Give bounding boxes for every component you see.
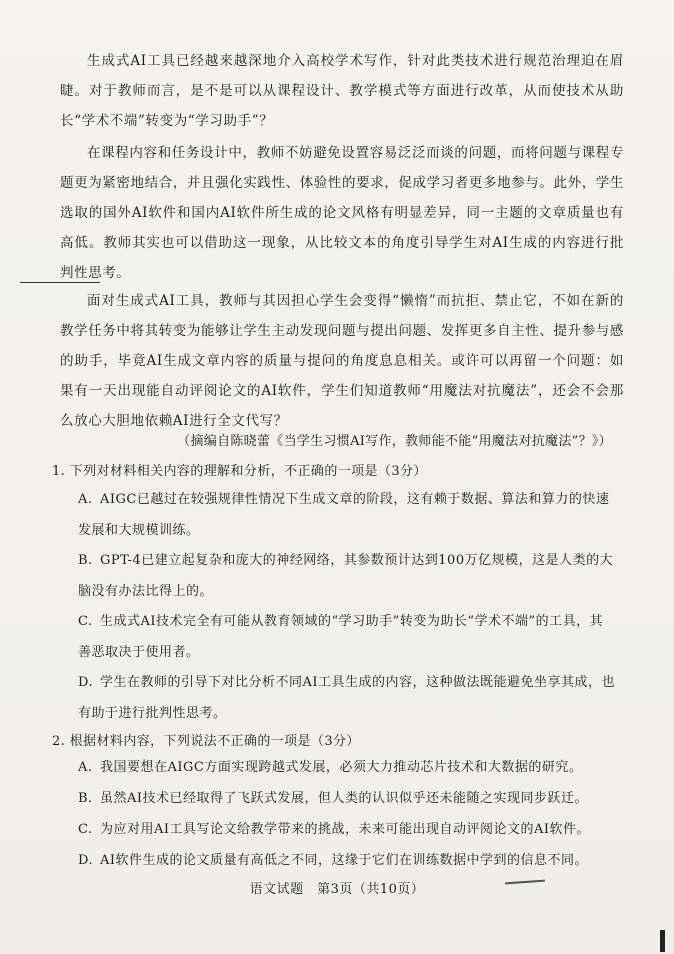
option-letter: A. [78, 492, 93, 507]
question-2-option-d [78, 845, 616, 876]
option-text: AI软件生成的论文质量有高低之不同，这缘于它们在训练数据中学到的信息不同。 [100, 853, 589, 868]
question-2-option-b [78, 783, 616, 814]
option-text: 为应对用AI工具写论文给教学带来的挑战，未来可能出现自动评阅论文的AI软件。 [100, 822, 591, 837]
passage-paragraph-2: 在课程内容和任务设计中，教师不妨避免设置容易泛泛而谈的问题，而将问题与课程专题更为紧密地结合，并且强化实践性、体验性的要求，促成学习者更多地参与。此外，学生选取的国外AI软件和国内AI软件所生成的论文风格有明显差异，同一主题的文章质量也有高低。教师其实也可以借助这一现象，从比较文本的角度引导学生对AI生成的内容进行批判性思考。 [60, 145, 624, 281]
option-letter: C. [78, 822, 93, 837]
option-text: 学生在教师的引导下对比分析不同AI工具生成的内容，这种做法既能避免坐享其成，也有助于进行批判性思考。 [78, 675, 616, 721]
source-citation: （摘编自陈晓蕾《当学生习惯AI写作，教师能不能“用魔法对抗魔法”？》） [177, 434, 612, 449]
passage-paragraph-1: 生成式AI工具已经越来越深地介入高校学术写作，针对此类技术进行规范治理迫在眉睫。对于教师而言，是不是可以从课程设计、教学模式等方面进行改革，从而使技术从助长“学术不端”转变为“学习助手”？ [60, 53, 624, 129]
option-letter: B. [78, 553, 93, 568]
question-1-option-b [78, 545, 616, 607]
option-text: GPT-4已建立起复杂和庞大的神经网络，其参数预计达到100万亿规模，这是人类的大脑没有办法比得上的。 [78, 553, 614, 599]
passage-paragraph-3: 面对生成式AI工具，教师与其因担心学生会变得“懒惰”而抗拒、禁止它，不如在新的教学任务中将其转变为能够让学生主动发现问题与提出问题、发挥更多自主性、提升参与感的助手，毕竟AI生成文章内容的质量与提问的角度息息相关。或许可以再留一个问题：如果有一天出现能自动评阅论文的AI软件，学生们知道教师“用魔法对抗魔法”，还会不会那么放心大胆地依赖AI进行全文代写？ [60, 293, 624, 429]
question-2-option-c [78, 814, 616, 845]
option-text: 虽然AI技术已经取得了飞跃式发展，但人类的认识似乎还未能随之实现同步跃迁。 [100, 791, 589, 806]
question-1-option-c [78, 606, 616, 668]
question-1-stem: 1. 下列对材料相关内容的理解和分析，不正确的一项是（3分） [52, 464, 427, 479]
option-text: AIGC已越过在较强规律性情况下生成文章的阶段，这有赖于数据、算法和算力的快速发展和大规模训练。 [78, 492, 610, 538]
question-2-option-a [78, 752, 616, 783]
option-letter: D. [78, 675, 94, 690]
option-letter: B. [78, 791, 93, 806]
handwritten-underline [20, 282, 100, 283]
page-footer: 语文试题 第3页（共10页） [249, 882, 425, 897]
question-1-option-d [78, 667, 616, 729]
option-text: 我国要想在AIGC方面实现跨越式发展，必须大力推动芯片技术和大数据的研究。 [100, 760, 583, 775]
option-letter: D. [78, 853, 94, 868]
question-2-stem: 2. 根据材料内容，下列说法不正确的一项是（3分） [52, 734, 360, 749]
option-letter: A. [78, 760, 93, 775]
question-1-option-a [78, 484, 616, 546]
option-text: 生成式AI技术完全有可能从教育领域的“学习助手”转变为助长“学术不端”的工具，其善恶取决于使用者。 [78, 614, 604, 660]
scan-edge-mark [660, 930, 665, 952]
option-letter: C. [78, 614, 93, 629]
